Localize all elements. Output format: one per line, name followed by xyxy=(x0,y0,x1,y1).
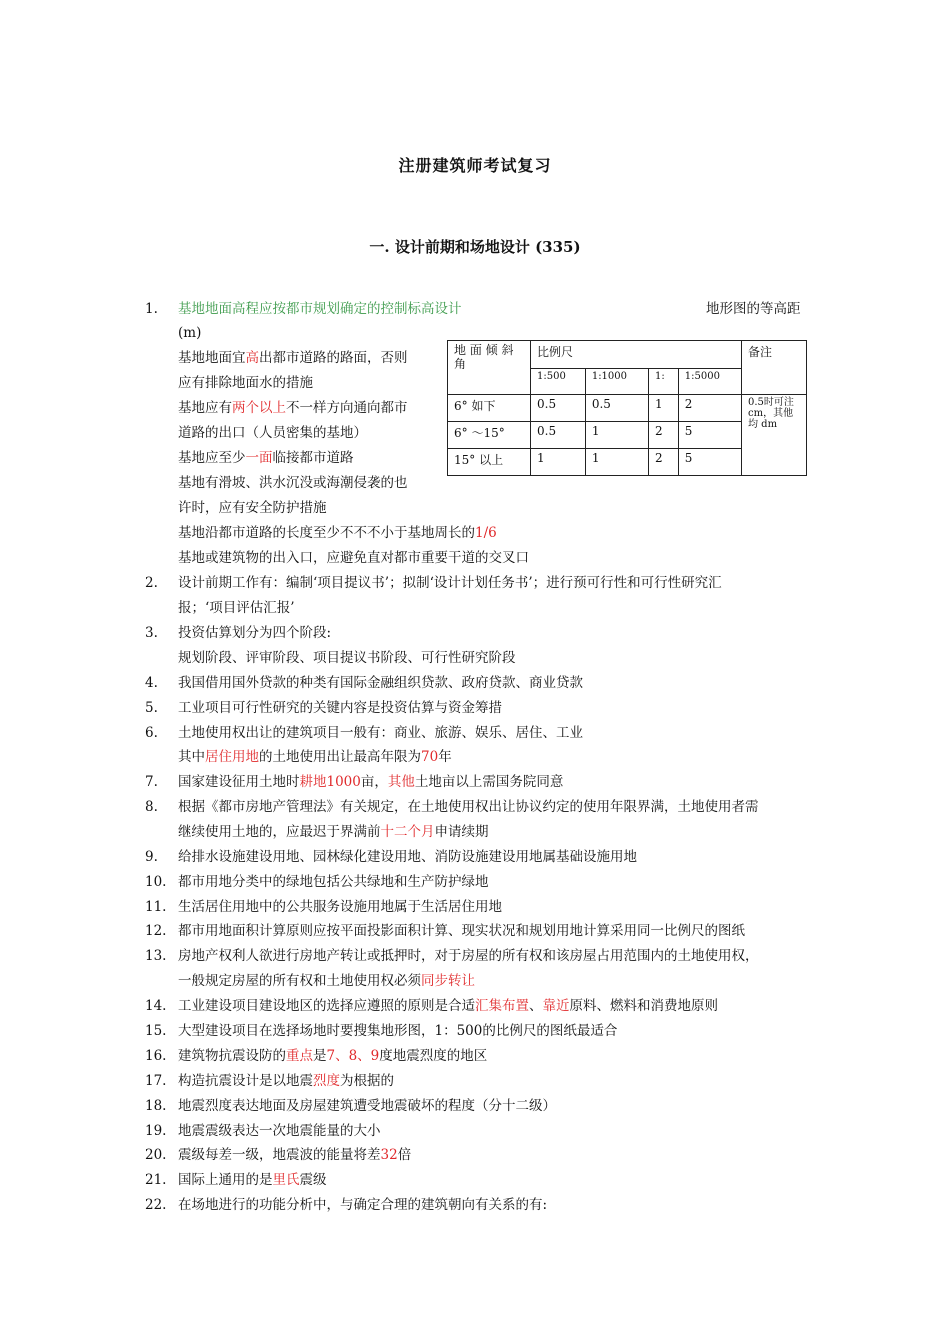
item-number: 5. xyxy=(145,700,158,716)
item-text: 其中居住用地的土地使用出让最高年限为70年 xyxy=(178,749,452,765)
value-cell: 2 xyxy=(649,422,679,449)
item-1-line: 基地地面高程应按都市规划确定的控制标高设计 xyxy=(178,301,462,317)
section-heading: 一. 设计前期和场地设计 (335) xyxy=(369,238,581,256)
item-number: 14. xyxy=(145,998,167,1014)
item-number: 13. xyxy=(145,948,167,964)
item-text: 地震震级表达一次地震能量的大小 xyxy=(178,1123,381,1139)
item-number: 20. xyxy=(145,1147,167,1163)
item-text: 土地使用权出让的建筑项目一般有：商业、旅游、娱乐、居住、工业 xyxy=(178,725,583,741)
angle-cell: 15° 以上 xyxy=(448,449,531,476)
item-text: 投资估算划分为四个阶段: xyxy=(178,625,332,641)
item-text: 大型建设项目在选择场地时要搜集地形图，1：500的比例尺的图纸最适合 xyxy=(178,1023,618,1039)
item-text: 建筑物抗震设防的重点是7、8、9度地震烈度的地区 xyxy=(178,1048,488,1064)
item-number: 21. xyxy=(145,1172,167,1188)
item-number: 19. xyxy=(145,1123,167,1139)
item-text: 构造抗震设计是以地震烈度为根据的 xyxy=(178,1073,394,1089)
item-1-text: 基地有滑坡、洪水沉没或海潮侵袭的也 xyxy=(178,475,408,491)
value-cell: 0.5 xyxy=(585,395,648,422)
value-cell: 1 xyxy=(585,422,648,449)
item-number: 4. xyxy=(145,675,158,691)
item-1-text: 许时，应有安全防护措施 xyxy=(178,500,327,516)
item-number: 16. xyxy=(145,1048,167,1064)
item-number: 2. xyxy=(145,575,158,591)
item-number: 1. xyxy=(145,301,158,317)
value-cell: 2 xyxy=(678,395,741,422)
item-1-text: 基地沿都市道路的长度至少不不不小于基地周长的1/6 xyxy=(178,525,497,541)
item-number: 6. xyxy=(145,725,158,741)
item-text: 国家建设征用土地时耕地1000亩，其他土地亩以上需国务院同意 xyxy=(178,774,564,790)
item-1-text: 基地应至少一面临接都市道路 xyxy=(178,450,354,466)
item-text: 生活居住用地中的公共服务设施用地属于生活居住用地 xyxy=(178,899,502,915)
item-number: 3. xyxy=(145,625,158,641)
item-number: 11. xyxy=(145,899,167,915)
header-note: 备注 xyxy=(742,341,807,395)
value-cell: 1 xyxy=(585,449,648,476)
item-text: 震级每差一级，地震波的能量将差32倍 xyxy=(178,1147,412,1163)
item-text: 一般规定房屋的所有权和土地使用权必须同步转让 xyxy=(178,973,475,989)
item-number: 9. xyxy=(145,849,158,865)
item-text: 都市用地分类中的绿地包括公共绿地和生产防护绿地 xyxy=(178,874,489,890)
value-cell: 2 xyxy=(649,449,679,476)
item-text: 我国借用国外贷款的种类有国际金融组织贷款、政府贷款、商业贷款 xyxy=(178,675,583,691)
item-text: 设计前期工作有：编制‘项目提议书’；拟制‘设计计划任务书’；进行预可行性和可行性研究汇 xyxy=(178,575,722,591)
item-1-text: 应有排除地面水的措施 xyxy=(178,375,313,391)
scale-cell: 1:500 xyxy=(531,369,586,395)
unit-label: (m) xyxy=(178,325,202,341)
value-cell: 0.5 xyxy=(531,422,586,449)
scale-cell: 1:5000 xyxy=(678,369,741,395)
item-text: 给排水设施建设用地、园林绿化建设用地、消防设施建设用地属基础设施用地 xyxy=(178,849,637,865)
topo-label: 地形图的等高距 xyxy=(706,301,801,317)
item-text: 报；‘项目评估汇报’ xyxy=(178,600,295,616)
item-text: 工业项目可行性研究的关键内容是投资估算与资金筹措 xyxy=(178,700,502,716)
value-cell: 5 xyxy=(678,422,741,449)
item-1-text: 道路的出口（人员密集的基地） xyxy=(178,425,367,441)
document-title: 注册建筑师考试复习 xyxy=(398,156,552,175)
item-number: 22. xyxy=(145,1197,167,1213)
item-1-text: 基地或建筑物的出入口，应避免直对都市重要干道的交叉口 xyxy=(178,550,529,566)
value-cell: 1 xyxy=(531,449,586,476)
scale-cell: 1:1000 xyxy=(585,369,648,395)
value-cell: 1 xyxy=(649,395,679,422)
item-1-text: 基地应有两个以上不一样方向通向都市 xyxy=(178,400,408,416)
header-scale: 比例尺 xyxy=(531,341,742,369)
angle-cell: 6° ～15° xyxy=(448,422,531,449)
angle-cell: 6° 如下 xyxy=(448,395,531,422)
item-number: 15. xyxy=(145,1023,167,1039)
value-cell: 0.5 xyxy=(531,395,586,422)
item-text: 规划阶段、评审阶段、项目提议书阶段、可行性研究阶段 xyxy=(178,650,516,666)
item-number: 17. xyxy=(145,1073,167,1089)
item-number: 18. xyxy=(145,1098,167,1114)
item-number: 10. xyxy=(145,874,167,890)
item-text: 地震烈度表达地面及房屋建筑遭受地震破坏的程度（分十二级） xyxy=(178,1098,556,1114)
item-text: 国际上通用的是里氏震级 xyxy=(178,1172,327,1188)
value-cell: 5 xyxy=(678,449,741,476)
item-text: 在场地进行的功能分析中，与确定合理的建筑朝向有关系的有: xyxy=(178,1197,548,1213)
item-number: 12. xyxy=(145,923,167,939)
header-angle: 地 面 倾 斜 角 xyxy=(448,341,531,395)
item-text: 工业建设项目建设地区的选择应遵照的原则是合适汇集布置、靠近原料、燃料和消费地原则 xyxy=(178,998,718,1014)
item-text: 房地产权利人欲进行房地产转让或抵押时，对于房屋的所有权和该房屋占用范围内的土地使用权， xyxy=(178,948,759,964)
item-1-text: 基地地面宜高出都市道路的路面，否则 xyxy=(178,350,408,366)
item-text: 继续使用土地的，应最迟于界满前十二个月申请续期 xyxy=(178,824,489,840)
contour-interval-table xyxy=(447,340,807,476)
item-number: 8. xyxy=(145,799,158,815)
item-number: 7. xyxy=(145,774,158,790)
item-text: 都市用地面积计算原则应按平面投影面积计算、现实状况和规划用地计算采用同一比例尺的图纸 xyxy=(178,923,745,939)
item-text: 根据《都市房地产管理法》有关规定，在土地使用权出让协议约定的使用年限界满，土地使用者需 xyxy=(178,799,759,815)
scale-cell: 1: xyxy=(649,369,679,395)
note-cell: 0.5时可注 cm，其他均 dm xyxy=(742,395,807,476)
